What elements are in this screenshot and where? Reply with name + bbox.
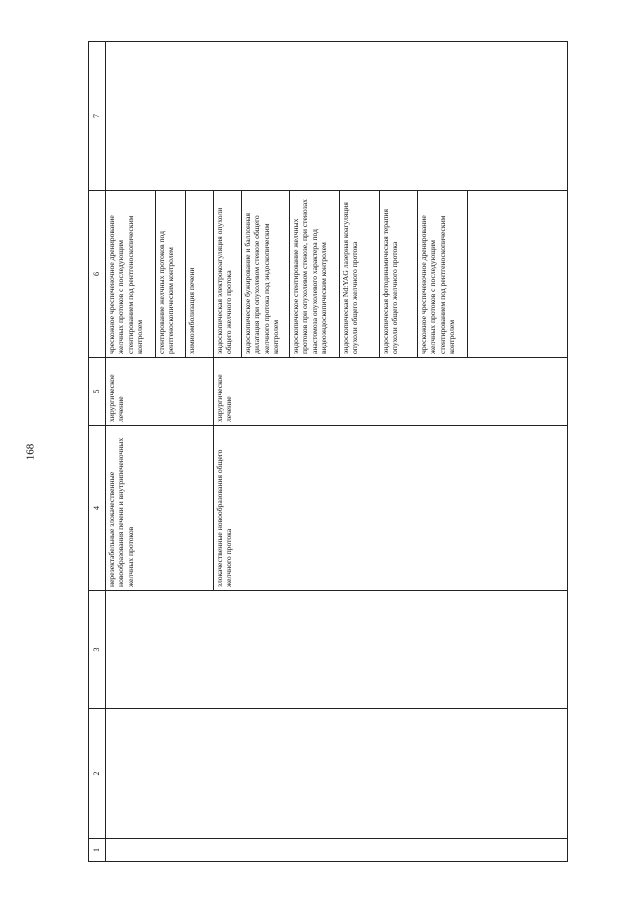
method-cell: эндоскопическое бужирование и баллонная дилатация при опухолевом стенозе общего желчного протока под эндоскопическим контролем (242, 191, 290, 358)
method-cell: эндоскопическая фотодинамическая терапия опухоли общего желчного протока (380, 191, 418, 358)
method-cell: эндоскопическое стентирование желчных протоков при опухолевом стенозе, при стенозах анастомоза опухолевого характера под видеоэндоскопическим контролем (290, 191, 340, 358)
method-cell: химиоэмболизация печени (186, 191, 214, 358)
table-cell (468, 191, 568, 358)
page-number: 168 (24, 443, 37, 461)
diagnosis-cell: злокачественные новообразования общего желчного протока (214, 426, 568, 591)
method-cell: эндоскопическая Nd:YAG лазерная коагуляция опухоли общего желчного протока (340, 191, 380, 358)
column-header-1: 1 (89, 839, 106, 862)
table-cell (106, 709, 568, 839)
method-cell: стентирование желчных протоков под рентгеноскопическим контролем (156, 191, 186, 358)
column-header-7: 7 (89, 42, 106, 191)
method-cell: эндоскопическая электрокоагуляция опухоли общего желчного протока (214, 191, 242, 358)
column-header-5: 5 (89, 358, 106, 426)
column-header-4: 4 (89, 426, 106, 591)
column-header-3: 3 (89, 591, 106, 709)
table-cell (106, 591, 568, 709)
header-row (89, 42, 106, 862)
table-cell (106, 42, 568, 191)
treatment-cell: хирургическое лечение (106, 358, 214, 426)
method-cell: чрескожное чреспеченочное дренирование желчных протоков с последующим стентированием под рентгеноскопическим контролем (418, 191, 468, 358)
diagnosis-cell: нерезектабельные злокачественные новообразования печени и внутрипеченочных желчных протоков (106, 426, 214, 591)
treatment-cell: хирургическое лечение (214, 358, 568, 426)
column-header-2: 2 (89, 709, 106, 839)
table-row (106, 42, 156, 862)
treatment-table (88, 41, 568, 862)
column-header-6: 6 (89, 191, 106, 358)
table-cell (106, 839, 568, 862)
rotated-table (88, 42, 568, 862)
method-cell: чрескожное чреспеченочное дренирование желчных протоков с последующим стентированием под рентгеноскопическим контролем (106, 191, 156, 358)
